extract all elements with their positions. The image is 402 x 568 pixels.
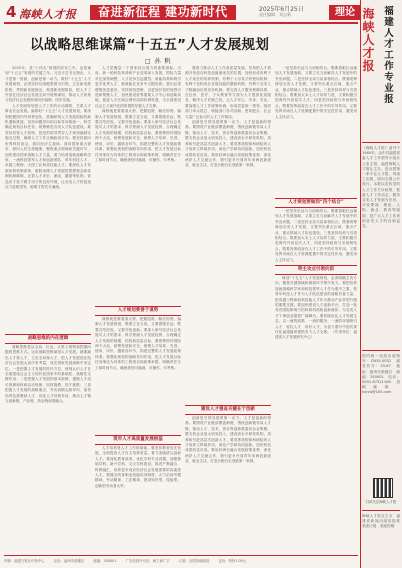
- article-paragraph: 人才培养是人才工作的基础。要坚持教育优先发展，全面提高人才自主培养质量，着力造就拔尖创新人才。要深化教育改革，优化学科专业设置，加强基础学科、新兴学科、交叉学科建设，推进产教融合、科教融汇，培养更多适应经济社会发展需要的高素质人才。要健全终身职业技能培训制度，大力弘扬劳模精神、劳动精神、工匠精神，建设知识型、技能型、创新型劳动者大军。: [95, 446, 181, 488]
- subheading: 人才规划要做到“四个结合”: [275, 198, 357, 208]
- sidebar-divider: [362, 510, 400, 511]
- header-rule: [4, 22, 358, 24]
- footer-item: 社址：福州市鼓楼区: [53, 559, 85, 563]
- column-4: [275, 66, 357, 196]
- article-paragraph: 要着力推动人才工作高质量发展。坚持把人才资源开发放在科技创新最优先的位置，加快形成有利于人才成长的培养机制、有利于人尽其才的使用机制、有利于竞相成长各展其能的激励机制、有利于各类人才脱颖而出的竞争机制。要完善人才服务保障体系，在住房、医疗、子女教育等方面为人才提供优质服务，解决人才后顾之忧，让人才安心、安身、安业。要加强人才工作统筹协调，形成党委统一领导、组织部门牵头抓总、职能部门各司其职、密切配合、社会力量广泛参与的人才工作格局。: [185, 66, 271, 119]
- paper-name: 海峡人才报: [19, 8, 77, 21]
- subheading: 筑牢人才高质量发展根基: [95, 435, 181, 445]
- section-tag: 理论: [329, 5, 361, 20]
- column-3: [185, 66, 271, 402]
- article-intro: 2025年，是“十四五”规划的收官之年，也是谋划“十五五”发展的关键之年。习近平总书记指出，人才是第一资源，创新是第一动力。做好“十五五”人才发展规划，必须坚持以战略思维为引领，立足新发展阶段，贯彻新发展理念，构建新发展格局，把人才工作放在经济社会发展全局中统筹谋划，推动人才规划与经济社会发展规划同步编制、同步实施。: [5, 66, 91, 103]
- footer-item: 印刷：福建日报社印务中心: [4, 559, 45, 563]
- article-byline: □ 孙 帆: [145, 58, 172, 65]
- sidebar-bottom-note: 海峡人才报社主办 福建省新闻出版局批准 欢迎订阅 欢迎投稿: [362, 514, 400, 529]
- column-3-lower: [185, 416, 271, 551]
- subheading: 建设人才强省关键在于创新: [185, 405, 271, 415]
- qr-code-icon[interactable]: [373, 478, 393, 498]
- footer-rule: [4, 555, 358, 556]
- footer-item: 广告经营许可证：闽工商广字: [125, 559, 170, 563]
- sidebar-intro: 《海峡人才报》创刊于1985年，由中共福建省委人才工作领导小组办公室主管，福建海峡人才报社主办，是全国第一家专业人才报，每周三出版，面向全国公开发行。本报以宣传党的人才工作方针政策、报道人才工作动态、服务各类人才发展为宗旨，开设要闻、理论、人物、就业、教育等版面，是广大人才工作者和各类人才的良师益友。: [362, 146, 400, 229]
- sidebar-brand: 海峡人才报: [362, 7, 375, 73]
- editor-credit: 责任编辑：刘志新: [259, 12, 291, 17]
- column-1-lower: [5, 345, 91, 551]
- subheading: 战略思维的内在逻辑: [5, 334, 91, 344]
- sidebar-divider: [362, 350, 400, 351]
- article-paragraph: 人才是衡量一个国家综合国力的重要指标。当前，新一轮科技革命和产业变革深入发展，国际力量对比深刻调整，人才竞争日趋激烈。谁能培养和吸引更多优秀人才，谁就能在竞争中占据优势。我们必须增强忧患意识，坚持底线思维，以更加开放的视野引进和集聚人才，加快建设世界重要人才中心和创新高地，促进人才区域合理布局和协调发展，为全面建设社会主义现代化国家提供坚强人才支撑。: [95, 66, 181, 108]
- column-2-middle: [95, 317, 181, 433]
- subheading: 明主攻点引领向前: [275, 265, 357, 275]
- header-slogan: 奋进新征程 建功新时代: [90, 5, 236, 20]
- article-paragraph: 人才发展规划是人才工作的行动纲领，关系人才事业长远发展。编制好“十五五”人才发展规划，要深刻把握国内外形势变化，准确研判人才发展面临的新机遇新挑战，坚持问题导向和目标导向相统一，科学确定规划目标任务，统筹推进各类人才队伍建设。要坚持党管人才原则，把党的领导贯穿人才规划编制实施全过程，确保人才工作正确政治方向。要坚持面向世界科技前沿、面向经济主战场、面向国家重大需求、面向人民生命健康，聚焦重点领域和关键环节，加快建设国家战略人才力量，着力培养造就战略科学家、一流科技领军人才和创新团队、青年科技人才、卓越工程师、大国工匠和高技能人才。要深化人才发展体制机制改革，破除束缚人才发展的思想观念和体制机制障碍，完善人才评价、流动、激励等机制，营造识才爱才敬才用才的良好环境，让各类人才的创造活力竞相迸发、聪明才智充分涌流。: [5, 103, 91, 189]
- sidebar-contact: 国内统一连续出版物号：CN35-0032 邮发代号：33-67 地址：福州市鼓楼区 邮编：350001 电话：0591-87521166 投稿邮箱：hxrcb@163.com: [362, 354, 400, 395]
- article-paragraph: 创新是引领发展的第一动力，人才是创新的根基。要围绕产业链部署创新链，围绕创新链布局人才链，推动人才、技术、资本等创新要素向企业集聚。要支持企业加大研发投入，建设高水平研发机构，培养和引进高层次创新人才。要发挥高校和科研院所人才培养主阵地作用，深化产学研协同创新，加快科技成果转化应用。要用好闽台融合发展政策优势，深化两岸人才交流合作，吸引更多台湾青年来闽创新创业、就业生活，打造台胞台企登陆第一家园。: [185, 416, 271, 464]
- footer-item: 订阅：全国各地邮局: [178, 559, 210, 563]
- column-2: [95, 66, 181, 304]
- column-4-lower: [275, 276, 357, 551]
- subheading: 人才规划要善于谋势: [95, 306, 181, 316]
- article-paragraph: 谋势就是要看清大势、把握趋势、顺应形势。编制人才发展规划，既要立足当前，又要着眼长远；既要总结经验，又要开拓创新。要深入研究经济社会发展对人才的需求，科学预测人才发展趋势，合理确定人才发展的规模、结构和质量目标。要统筹国内国际两个大局，统筹发展和安全，统筹人才培养、引进、使用、评价、激励各环节，构建完整的人才发展政策体系。要强化规划的战略导向作用，把人才发展目标任务细化为具体的工程项目和政策举措，明确责任分工和时间节点，确保规划可落地、可操作、可考核。: [95, 317, 181, 370]
- sidebar-special-title: 福建人才工作专业报: [384, 6, 394, 105]
- article-paragraph: 战略思维是从全局、长远、大势上观察和把握问题的思维方式。运用战略思维谋划人才发展，就要跳出人才看人才，立足全局谋人才，把人才发展放在经济社会发展大局中来考量，放在国家发展战略中来定位。一是把握人才发展的时代方位，深刻认识人才在全面建设社会主义现代化国家中的基础性、战略性支撑作用；二是把握人才发展的基本规律，遵循人才成长规律和科研活动规律，因材施教、因才施策；三是把握人才发展的战略重点，突出高精尖缺导向，加快培养急需紧缺人才，优化人才结构布局，推动人才链与创新链、产业链、资金链深度融合。: [5, 345, 91, 404]
- column-2-lower: [95, 446, 181, 551]
- sidebar-divider: [362, 142, 400, 143]
- page-footer: [4, 558, 358, 563]
- page-number: 4: [6, 3, 17, 21]
- page-header: [4, 3, 356, 22]
- issue-date: 2025年6月25日: [259, 6, 304, 13]
- article-headline: 以战略思维谋篇“十五五”人才发展规划: [30, 37, 270, 53]
- column-1: [5, 66, 91, 332]
- article-paragraph: 一是坚持长远与当前相结合。既要着眼长远谋划人才发展战略，又要立足当前解决人才发展中的突出问题。二是坚持全局与局部相结合。既要统筹谋划全省人才发展，又要突出重点区域、重点产业、重点领域人才队伍建设。三是坚持培养与引进相结合。既要加大本土人才培养力度，又要积极引进海内外高层次人才。四是坚持政府与市场相结合。既要发挥政府在人才工作中的引导作用，又要发挥市场在人才资源配置中的决定性作用，激发用人主体活力。: [275, 209, 357, 262]
- article-paragraph: 创新是引领发展的第一动力，人才是创新的根基。要围绕产业链部署创新链，围绕创新链布局人才链，推动人才、技术、资本等创新要素向企业集聚。要支持企业加大研发投入，建设高水平研发机构，培养和引进高层次创新人才。要发挥高校和科研院所人才培养主阵地作用，深化产学研协同创新，加快科技成果转化应用。要用好闽台融合发展政策优势，深化两岸人才交流合作，吸引更多台湾青年来闽创新创业、就业生活，打造台胞台企登陆第一家园。: [185, 120, 271, 168]
- footer-item: 定价：每份1.00元: [218, 559, 247, 563]
- article-paragraph: 一是坚持长远与当前相结合。既要着眼长远谋划人才发展战略，又要立足当前解决人才发展中的突出问题。二是坚持全局与局部相结合。既要统筹谋划全省人才发展，又要突出重点区域、重点产业、重点领域人才队伍建设。三是坚持培养与引进相结合。既要加大本土人才培养力度，又要积极引进海内外高层次人才。四是坚持政府与市场相结合。既要发挥政府在人才工作中的引导作用，又要发挥市场在人才资源配置中的决定性作用，激发用人主体活力。: [275, 66, 357, 119]
- footer-item: 邮编：350001: [93, 559, 117, 563]
- article-paragraph: 谋势就是要看清大势、把握趋势、顺应形势。编制人才发展规划，既要立足当前，又要着眼长远；既要总结经验，又要开拓创新。要深入研究经济社会发展对人才的需求，科学预测人才发展趋势，合理确定人才发展的规模、结构和质量目标。要统筹国内国际两个大局，统筹发展和安全，统筹人才培养、引进、使用、评价、激励各环节，构建完整的人才发展政策体系。要强化规划的战略导向作用，把人才发展目标任务细化为具体的工程项目和政策举措，明确责任分工和时间节点，确保规划可落地、可操作、可考核。: [95, 109, 181, 162]
- qr-caption: 扫码关注海峡人才报: [365, 500, 397, 504]
- column-4-middle: [275, 209, 357, 263]
- article-paragraph: 谋划“十五五”人才发展规划，必须明确主攻方向，聚焦关键领域和薄弱环节集中发力。要把培养造就战略科学家和科技领军人才作为重中之重，把青年科技人才作为人才队伍建设的战略后备力量，把卓越工程师和高技能人才作为推动产业转型升级的重要支撑。要加快建设人才创新平台，打造一批具有国际影响力的科研机构和创新载体，为各类人才干事创业提供广阔舞台。要持续优化人才发展生态，以一流的政策、一流的服务、一流的环境吸引人才、留住人才、用好人才，为奋力谱写中国式现代化福建篇章提供有力人才支撑。（作者单位：福建省人才发展研究中心）: [275, 276, 357, 340]
